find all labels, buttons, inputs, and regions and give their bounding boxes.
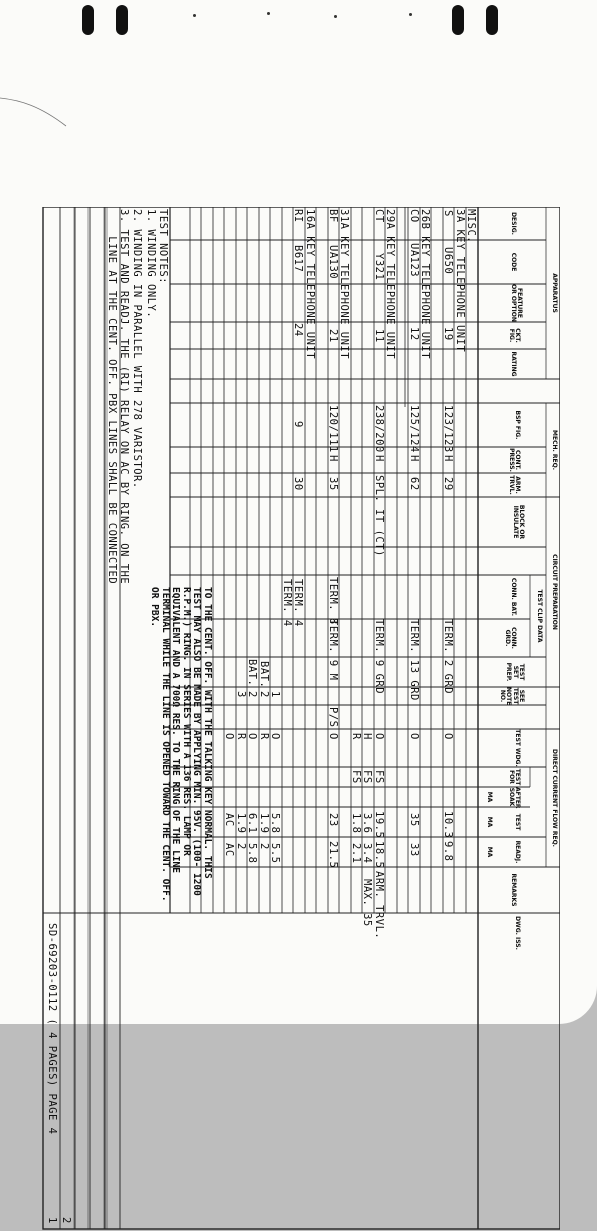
header-dc-flow-req: DIRECT CURRENT FLOW REQ. (551, 749, 558, 847)
row-29a-grd: TERM. 9 GRD (373, 619, 385, 695)
row-31a-title: 31A KEY TELEPHONE UNIT (338, 209, 350, 360)
row-16a-l2-wdg: R (258, 733, 270, 740)
row-29a-r2-readj: 3.4 (361, 843, 373, 864)
row-29a-desig: CT (373, 209, 385, 223)
header-rating: RATING (510, 351, 517, 377)
header-ckt-fig: CKT. FIG. (507, 328, 521, 343)
row-3a-bsp: 123/123 (442, 405, 454, 453)
row-29a-r3-for: FS (350, 770, 362, 784)
header-test-wdg: TEST WDG. (514, 729, 521, 767)
row-3a-fig: 19 (442, 327, 454, 341)
row-29a-r1-for: FS (373, 770, 385, 784)
row-31a-grd: TERM. 9 M (327, 619, 339, 681)
header-test-for: TEST FOR (507, 768, 521, 786)
binder-hole (486, 5, 498, 35)
row-16a-fig: 24 (292, 323, 304, 337)
row-29a-arm: SPL. IT (CT) (373, 475, 385, 557)
test-notes-title: TEST NOTES: (157, 209, 169, 285)
header-see-test-note: SEE TEST NOTE NO. (499, 687, 525, 706)
row-29a-r3-wdg: R (350, 733, 362, 740)
row-29a-r2-for: FS (361, 770, 373, 784)
binder-hole (116, 5, 128, 35)
row-16a-l3-wdg: O (246, 733, 258, 740)
row-16a-bat2: TERM. 4 (281, 579, 293, 627)
row-26b-desig: CO (408, 209, 420, 223)
row-29a-fig: 11 (373, 329, 385, 343)
row-26b-wdg: O (408, 733, 420, 740)
row-3a-grd: TERM. 2 GRD (442, 619, 454, 695)
row-29a-r3-test: 1.8 (350, 813, 362, 834)
speck (409, 13, 412, 16)
row-31a-bat: TERM. 8 (327, 577, 339, 625)
header-after-soak: AFTER SOAK (507, 787, 521, 809)
header-ma: MA (486, 846, 493, 858)
header-conn-bat: CONN. BAT. (510, 577, 517, 617)
row-29a-r1-wdg: O (373, 733, 385, 740)
header-test-clip-data: TEST CLIP DATA (536, 589, 543, 643)
issue-1: 1 (46, 1217, 58, 1224)
row-16a-l4-test: 1.9 (235, 813, 247, 834)
row-26b-cont: H (408, 455, 420, 462)
row-3a-wdg: O (442, 733, 454, 740)
test-note-1: 1. WINDING ONLY. (145, 209, 157, 319)
row-29a-r2-remark: MAX. 35 (361, 879, 373, 927)
row-16a-l3-prep: BAT. (246, 659, 258, 687)
row-26b-code: UA123 (408, 243, 420, 278)
row-16a-l1-readj: 5.5 (269, 843, 281, 864)
header-mech-req: MECH. REQ. (551, 430, 558, 470)
row-31a-code: UA130 (327, 245, 339, 280)
row-26b-grd: TERM. 13 GRD (408, 619, 420, 701)
binder-hole (452, 5, 464, 35)
row-29a-code: Y321 (373, 253, 385, 281)
header-test: TEST (514, 813, 521, 831)
header-ma: MA (486, 816, 493, 828)
row-3a-readj: 9.8 (442, 841, 454, 862)
row-31a-cont: H (327, 455, 339, 462)
row-16a-l3-test: 6.1 (246, 813, 258, 834)
row-29a-cont: H (373, 455, 385, 462)
row-26b-arm: 62 (408, 477, 420, 491)
row-16a-l4-note: 3 (235, 691, 247, 698)
row-26b-title: 26B KEY TELEPHONE UNIT (419, 209, 431, 360)
row-16a-l5-readj: AC (223, 843, 235, 857)
row-3a-title: 3A KEY TELEPHONE UNIT (454, 209, 466, 353)
row-16a-l4-readj: 2 (235, 843, 247, 850)
row-16a-title: 16A KEY TELEPHONE UNIT (304, 209, 316, 360)
row-16a-l2-note: 2 (258, 691, 270, 698)
row-29a-r1-readj: 18.5 (373, 841, 385, 869)
row-31a-test: 23 (327, 813, 339, 827)
row-16a-l2-test: 1.9 (258, 813, 270, 834)
header-feature-option: FEATURE OR OPTION (509, 284, 523, 322)
row-29a-r1-test: 19.5 (373, 811, 385, 839)
row-16a-l2-prep: BAT. (258, 661, 270, 689)
header-cont-press: CONT. PRESS. (507, 448, 521, 472)
row-26b-bsp: 125/124 (408, 405, 420, 453)
data-sheet (12, 207, 560, 1231)
header-block-insulate: BLOCK OR INSULATE (511, 504, 525, 540)
test-note-2: 2. WINDING IN PARALLEL WITH 278 VARISTOR. (131, 209, 143, 489)
row-29a-r1-remark: ARM. TRVL. (373, 871, 385, 940)
row-31a-prep: P/S (327, 707, 339, 728)
binder-hole (82, 5, 94, 35)
row-29a-title: 29A KEY TELEPHONE UNIT (384, 209, 396, 360)
header-arm-trvl: ARM. TRVL. (507, 475, 521, 495)
pencil-mark (0, 86, 70, 146)
test-note-3b: LINE AT THE CENT. OFF. PBX LINES SHALL BE CONNECTED (106, 209, 118, 585)
row-16a-l3-note: 2 (246, 691, 258, 698)
row-16a-code: B617 (292, 245, 304, 273)
row-3a-cont: H (442, 455, 454, 462)
row-29a-r2-wdg: H (361, 733, 373, 740)
row-16a-l1-wdg: O (269, 733, 281, 740)
speck (193, 14, 196, 17)
row-29a-r3-readj: 2.1 (350, 843, 362, 864)
row-3a-arm: 29 (442, 477, 454, 491)
row-3a-test: 10.3 (442, 811, 454, 839)
speck (267, 12, 270, 15)
row-16a-l1-test: 5.8 (269, 813, 281, 834)
header-desig: DESIG. (510, 212, 517, 235)
header-circuit-prep: CIRCUIT PREPARATION (551, 554, 558, 630)
header-dwg-iss: DWG. ISS. (514, 916, 521, 950)
row-29a-bsp: 238/200 (373, 405, 385, 453)
issue-2: 2 (60, 1217, 72, 1224)
row-16a-l5-test: AC (223, 813, 235, 827)
row-29a-r2-test: 3.6 (361, 813, 373, 834)
header-ma: MA (486, 791, 493, 803)
table-grid (12, 207, 560, 1231)
row-31a-wdg: O (327, 733, 339, 740)
header-test-set-prep: TEST SET PREP. (505, 662, 525, 682)
row-misc: MISC. (465, 209, 477, 244)
header-code: CODE (510, 252, 517, 272)
row-31a-bsp: 120/111 (327, 405, 339, 453)
row-31a-desig: BF (327, 209, 339, 223)
row-26b-readj: 33 (408, 843, 420, 857)
row-31a-fig: 21 (327, 329, 339, 343)
row-31a-readj: 21.5 (327, 841, 339, 869)
test-note-3a: 3. TEST AND READJ. THE (RI) RELAY ON AC BY RING. ON THE (118, 209, 130, 585)
row-16a-l5-wdg: O (223, 733, 235, 740)
header-readj: READJ. (514, 840, 521, 864)
header-remarks: REMARKS (510, 873, 517, 907)
row-3a-code: U650 (442, 247, 454, 275)
row-16a-l2-readj: 2 (258, 843, 270, 850)
row-16a-l4-wdg: R (235, 733, 247, 740)
row-16a-desig: RI (292, 209, 304, 223)
drawing-number: SD-69203-0112 ( 4 PAGES) PAGE 4 (46, 923, 58, 1135)
row-16a-bsp: 9 (292, 421, 304, 428)
row-16a-l3-readj: 5.8 (246, 843, 258, 864)
row-26b-test: 35 (408, 813, 420, 827)
row-3a-desig: S (442, 210, 454, 217)
row-31a-arm: 35 (327, 477, 339, 491)
header-conn-grd: CONN. GRD. (503, 627, 517, 649)
row-16a-l1-note: 1 (269, 691, 281, 698)
remark-paragraph: TO THE CENT. OFF. WITH THE TALKING KEY NORMAL. THIS TEST MAY ALSO BE MADE BY APPLYING MIN. 95V. (100- 1200 R.P.M.) RING. IN SERIES WITH A 136 RES. LAMP OR EQUIVALENT AND A 700Ω RES. TO THE RING OF THE LINE TERMINAL WHILE THE LINE IS OPENED TOWARD THE CENT. OFF. OR PBX. (149, 587, 213, 902)
row-16a-arm: 30 (292, 477, 304, 491)
header-bsp-fig: BSP FIG. (514, 410, 521, 440)
speck (334, 15, 337, 18)
header-apparatus: APPARATUS (551, 273, 558, 313)
row-16a-bat1: TERM. 4 (292, 579, 304, 627)
row-26b-fig: 12 (408, 327, 420, 341)
